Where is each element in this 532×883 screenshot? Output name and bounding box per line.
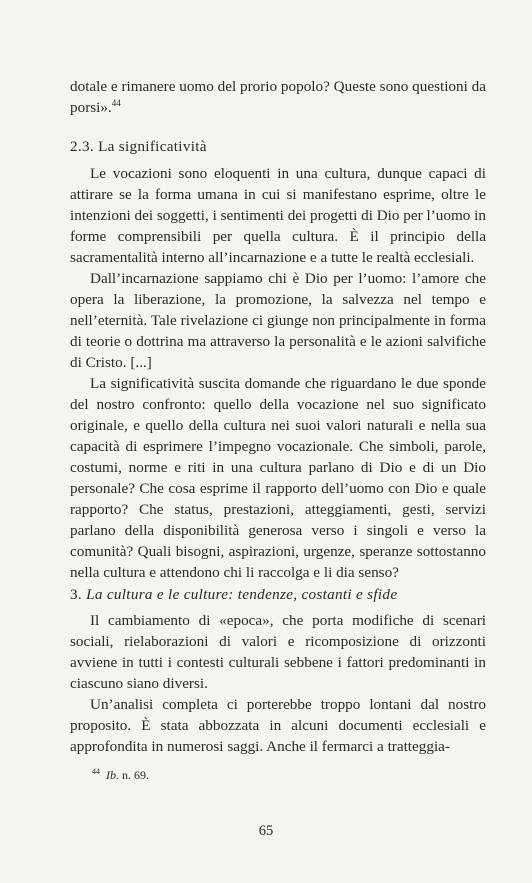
section-heading-2-3: 2.3. La significatività [70,138,207,155]
footnote [92,764,149,783]
page-number: 65 [258,823,274,839]
section-title: La cultura e le culture: tendenze, costanti e sfide [86,586,398,603]
footnote-abbr: Ib. [106,768,119,782]
section-heading-3 [70,584,397,605]
section-3-body [70,610,486,757]
continued-paragraph-text: dotale e rimanere uomo del prorio popolo? Queste sono questioni da porsi». [70,78,486,116]
footnote-number: 44 [92,767,100,776]
section-2-3-body [70,163,486,583]
footnote-text: n. 69. [119,768,149,782]
continued-paragraph [70,76,486,118]
paragraph: Il cambiamento di «epoca», che porta modifiche di scenari sociali, rielaborazioni di valori e ricomposizione di orizzonti avviene in tutti i contesti culturali sebbene i fattori predominanti in ciascuno siano diversi. [70,612,486,692]
paragraph: Le vocazioni sono eloquenti in una cultura, dunque capaci di attirare se la forma umana in cui si manifestano esprime, oltre le intenzioni dei soggetti, i sentimenti dei progetti di Dio per l’uomo in forme comprensibili per quella cultura. È il principio della sacramentalità interno all’incarnazione e a tutte le realtà ecclesiali. [70,165,486,266]
paragraph: La significatività suscita domande che riguardano le due sponde del nostro confronto: quello della vocazione nel suo significato originale, e quello della cultura nei suoi valori naturali e nella sua capacità di esprimere l’impegno vocazionale. Che simboli, parole, costumi, norme e riti in una cultura parlano di Dio e di un Dio personale? Che cosa esprime il rapporto dell’uomo con Dio e quale rapporto? Che status, prestazioni, atteggiamenti, gesti, servizi parlano della disponibilità generosa verso i singoli e verso la comunità? Quali bisogni, aspirazioni, urgenze, speranze sottostanno nella cultura e attendono chi li raccolga e li dia senso? [70,375,486,581]
section-number: 3. [70,586,82,603]
paragraph: Dall’incarnazione sappiamo chi è Dio per l’uomo: l’amore che opera la liberazione, la promozione, la salvezza nel tempo e nell’eternità. Tale rivelazione ci giunge non principalmente in forma di teorie o dottrina ma attraverso la personalità e le azioni salvifiche di Cristo. [...] [70,270,486,371]
paragraph: Un’analisi completa ci porterebbe troppo lontani dal nostro proposito. È stata abbozzata in alcuni documenti ecclesiali e approfondita in numerosi saggi. Anche il fermarci a tratteggia- [70,696,486,755]
footnote-reference: 44 [111,97,121,108]
